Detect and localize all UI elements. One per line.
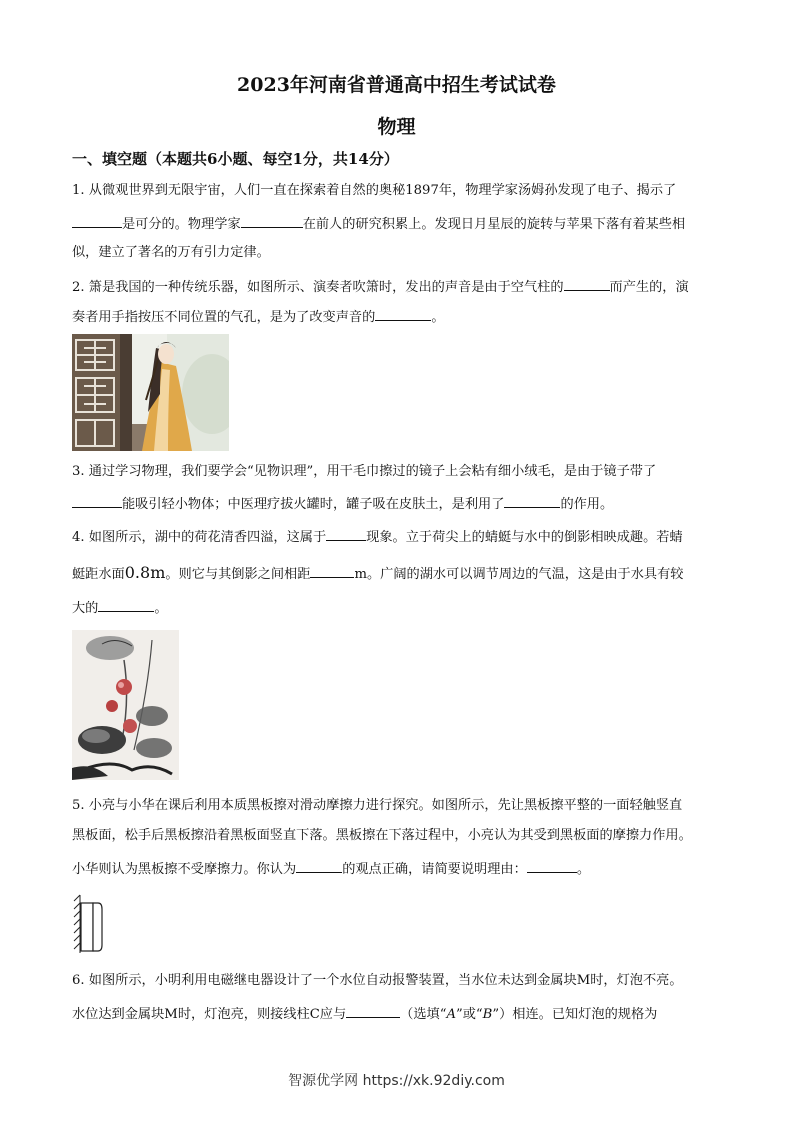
q2-line-2: 奏者用手指按压不同位置的气孔，是为了改变声音的 。 bbox=[72, 306, 722, 328]
blank bbox=[504, 493, 560, 508]
q2-line-1: 2. 箫是我国的一种传统乐器，如图所示、演奏者吹箫时，发出的声音是由于空气柱的 而产生的，演 bbox=[72, 276, 722, 298]
q5-line-1: 5. 小亮与小华在课后利用本质黑板擦对滑动摩擦力进行探究。如图所示，先让黑板擦平整的一面轻触竖直 bbox=[72, 798, 683, 813]
blank bbox=[326, 526, 366, 541]
q1-line-3: 似，建立了著名的万有引力定律。 bbox=[72, 245, 270, 260]
q6-line-1: 6. 如图所示，小明利用电磁继电器设计了一个水位自动报警装置，当水位未达到金属块M时，灯泡不亮。 bbox=[72, 973, 683, 988]
blank bbox=[241, 213, 303, 228]
blank bbox=[564, 276, 610, 291]
q6-line-2: 水位达到金属块M时，灯泡亮，则接线柱C应与 （选填“A”或“B”）相连。已知灯泡的规格为 bbox=[72, 1003, 722, 1025]
blank bbox=[72, 213, 122, 228]
section-heading: 一、填空题（本题共6小题、每空1分，共14分） bbox=[72, 150, 399, 168]
blank bbox=[72, 493, 122, 508]
q5-line-3: 小华则认为黑板擦不受摩擦力。你认为 的观点正确，请简要说明理由： 。 bbox=[72, 858, 722, 880]
q1-line-2: 是可分的。物理学家 在前人的研究积累上。发现日月星辰的旋转与苹果下落有着某些相 bbox=[72, 213, 722, 235]
q3-line-1: 3. 通过学习物理，我们要学会“见物识理”，用干毛巾擦过的镜子上会粘有细小绒毛，是由于镜子带了 bbox=[72, 464, 657, 479]
q4-line-1: 4. 如图所示，湖中的荷花清香四溢，这属于 现象。立于荷尖上的蜻蜓与水中的倒影相映成趣。若蜻 bbox=[72, 526, 722, 548]
flute-player-image bbox=[72, 334, 229, 451]
blank bbox=[296, 858, 342, 873]
blank bbox=[310, 563, 354, 578]
footer-watermark: 智源优学网 https://xk.92diy.com bbox=[288, 1073, 505, 1089]
q1-line-1: 1. 从微观世界到无限宇宙，人们一直在探索着自然的奥秘1897年，物理学家汤姆孙发现了电子、揭示了 bbox=[72, 183, 677, 198]
blank bbox=[527, 858, 577, 873]
blank bbox=[375, 306, 431, 321]
q3-line-2: 能吸引轻小物体；中医理疗拔火罐时，罐子吸在皮肤土，是利用了 的作用。 bbox=[72, 493, 722, 515]
q4-line-2: 蜓距水面0.8m。则它与其倒影之间相距 m。广阔的湖水可以调节周边的气温，这是由于水具有较 bbox=[72, 563, 684, 582]
subject-title: 物理 bbox=[377, 116, 416, 138]
blank bbox=[346, 1003, 400, 1018]
exam-title: 2023年河南省普通高中招生考试试卷 bbox=[237, 74, 556, 96]
blank bbox=[98, 597, 154, 612]
lotus-image bbox=[72, 630, 179, 780]
q4-line-3: 大的 。 bbox=[72, 597, 722, 619]
eraser-diagram bbox=[70, 893, 110, 955]
q5-line-2: 黑板面，松手后黑板擦沿着黑板面竖直下落。黑板擦在下落过程中，小亮认为其受到黑板面的摩擦力作用。 bbox=[72, 828, 692, 843]
